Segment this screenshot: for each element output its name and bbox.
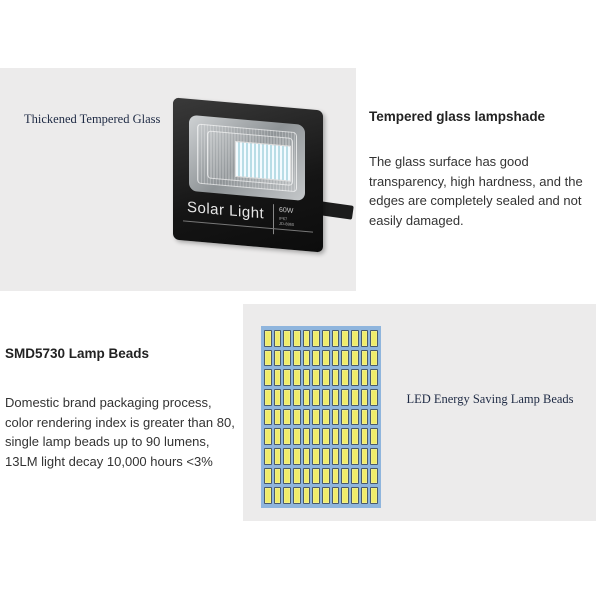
led-bead [322, 369, 330, 386]
led-bead [332, 350, 340, 367]
led-bead [332, 428, 340, 445]
led-bead [312, 350, 320, 367]
led-bead [283, 468, 291, 485]
led-bead [361, 428, 369, 445]
led-bead [312, 428, 320, 445]
led-bead [303, 350, 311, 367]
led-bead [322, 350, 330, 367]
led-bead [341, 389, 349, 406]
led-bead [351, 389, 359, 406]
led-bead [370, 428, 378, 445]
led-bead [293, 409, 301, 426]
lamp-brand-label: Solar Light [187, 198, 265, 223]
led-bead [332, 487, 340, 504]
led-bead [283, 369, 291, 386]
solar-floodlight-image [165, 100, 355, 260]
led-bead [332, 468, 340, 485]
led-bead [341, 350, 349, 367]
led-bead [283, 389, 291, 406]
led-bead [370, 369, 378, 386]
led-bead [283, 409, 291, 426]
led-bead [274, 487, 282, 504]
led-bead [351, 487, 359, 504]
led-bead [361, 487, 369, 504]
led-bead [293, 369, 301, 386]
led-bead [312, 487, 320, 504]
led-bead [341, 468, 349, 485]
led-bead [293, 389, 301, 406]
led-bead [332, 409, 340, 426]
led-bead [264, 409, 272, 426]
led-bead [361, 409, 369, 426]
led-bead [312, 389, 320, 406]
led-bead [370, 409, 378, 426]
led-bead [264, 350, 272, 367]
led-chip-array [235, 141, 291, 182]
led-bead [274, 468, 282, 485]
led-bead [293, 428, 301, 445]
led-bead [312, 448, 320, 465]
label-divider [273, 204, 274, 234]
led-bead [264, 330, 272, 347]
led-bead [351, 369, 359, 386]
led-bead [322, 389, 330, 406]
led-bead [303, 330, 311, 347]
led-bead [283, 428, 291, 445]
led-bead [370, 487, 378, 504]
led-bead [351, 330, 359, 347]
led-bead [293, 487, 301, 504]
led-bead [351, 448, 359, 465]
led-bead [322, 330, 330, 347]
led-bead [341, 369, 349, 386]
tempered-glass-window [189, 115, 305, 201]
led-bead [283, 350, 291, 367]
led-bead [312, 330, 320, 347]
led-bead [361, 389, 369, 406]
lamp-model-text: IP67 JD-8860 [279, 215, 295, 228]
led-bead [370, 350, 378, 367]
lamp-housing [173, 97, 323, 252]
led-bead [274, 350, 282, 367]
led-bead [264, 369, 272, 386]
led-bead [274, 389, 282, 406]
led-bead [370, 330, 378, 347]
led-bead [341, 330, 349, 347]
led-bead [274, 428, 282, 445]
led-bead [361, 330, 369, 347]
led-bead [303, 389, 311, 406]
led-bead [341, 487, 349, 504]
led-bead [283, 448, 291, 465]
led-bead [370, 468, 378, 485]
led-bead [322, 487, 330, 504]
led-bead [303, 428, 311, 445]
led-bead [322, 409, 330, 426]
led-bead [322, 468, 330, 485]
led-bead [351, 350, 359, 367]
led-bead [303, 448, 311, 465]
led-bead [293, 468, 301, 485]
led-bead [283, 487, 291, 504]
led-bead [332, 330, 340, 347]
led-bead [312, 409, 320, 426]
lamp-beads-title: SMD5730 Lamp Beads [5, 346, 150, 361]
led-bead [370, 448, 378, 465]
glass-caption: Thickened Tempered Glass [24, 112, 161, 126]
tempered-glass-description: The glass surface has good transparency, high hardness, and the edges are completely sealed and not easily damaged. [369, 154, 583, 228]
led-bead [264, 487, 272, 504]
tempered-glass-title: Tempered glass lampshade [369, 109, 546, 124]
led-bead [322, 428, 330, 445]
led-bead [361, 369, 369, 386]
led-bead [303, 487, 311, 504]
led-bead [322, 448, 330, 465]
led-bead [303, 369, 311, 386]
led-bead [361, 350, 369, 367]
led-bead [332, 369, 340, 386]
led-bead [293, 330, 301, 347]
led-bead [283, 330, 291, 347]
led-bead [264, 428, 272, 445]
led-bead [341, 448, 349, 465]
led-bead [312, 468, 320, 485]
led-bead [361, 468, 369, 485]
lamp-wattage: 60W [279, 206, 294, 215]
led-bead [293, 448, 301, 465]
led-bead [351, 428, 359, 445]
led-bead [264, 389, 272, 406]
led-beads-caption: LED Energy Saving Lamp Beads [406, 392, 574, 406]
led-bead [274, 369, 282, 386]
led-bead-board-image [261, 326, 381, 508]
led-bead [293, 350, 301, 367]
led-bead [370, 389, 378, 406]
led-bead [264, 448, 272, 465]
led-bead [361, 448, 369, 465]
led-bead [303, 468, 311, 485]
led-bead [341, 409, 349, 426]
led-bead [312, 369, 320, 386]
led-bead [341, 428, 349, 445]
lamp-beads-description: Domestic brand packaging process, color rendering index is greater than 80, single lamp beads up to 90 lumens, 13LM light decay 10,000 hours <3% [5, 395, 235, 469]
led-bead [351, 468, 359, 485]
led-bead [332, 448, 340, 465]
led-bead [274, 448, 282, 465]
led-bead [351, 409, 359, 426]
led-bead [264, 468, 272, 485]
led-bead [274, 330, 282, 347]
led-bead [332, 389, 340, 406]
led-bead [274, 409, 282, 426]
led-bead [303, 409, 311, 426]
